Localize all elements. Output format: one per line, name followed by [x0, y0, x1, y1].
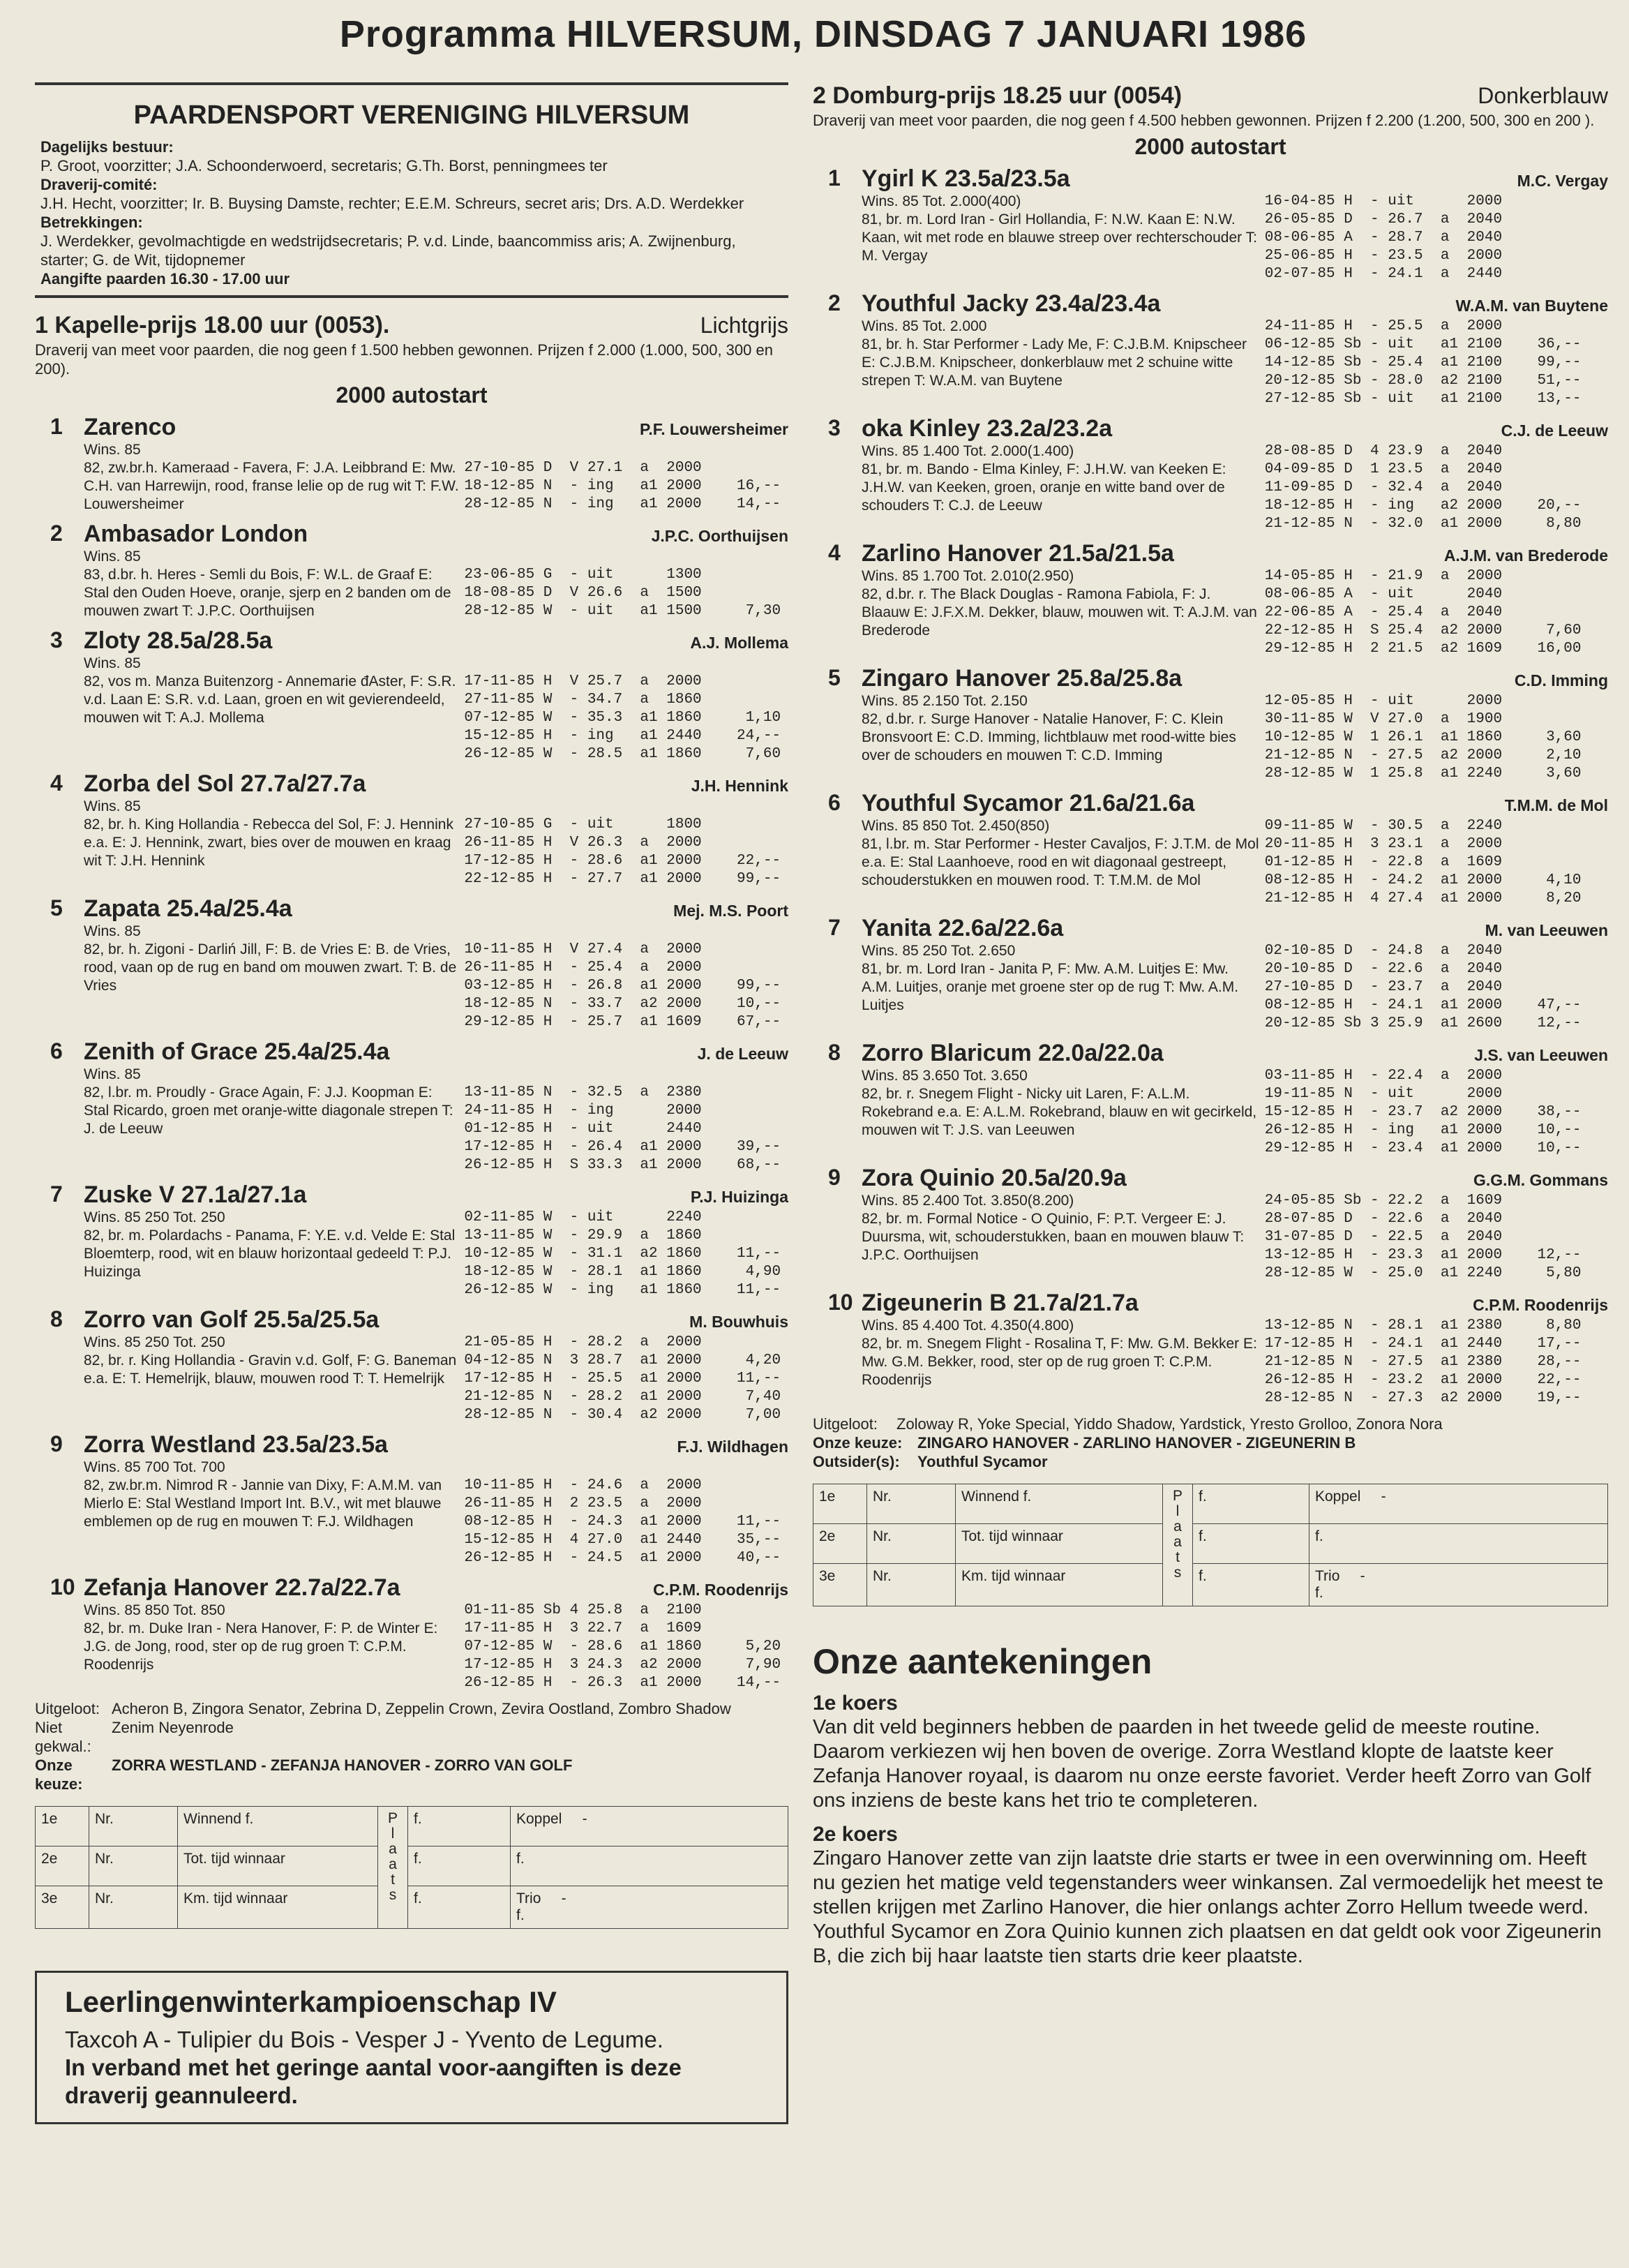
horse-description: Wins. 85 4.400 Tot. 4.350(4.800) 82, br. m. Snegem Flight - Rosalina T, F: Mw. G.M. Bekker E: Mw. G.M. Bekker, rood, ster op de rug groen T: C.P.M. Roodenrijs — [862, 1318, 1257, 1388]
horse-description: Wins. 85 250 Tot. 250 82, br. r. King Hollandia - Gravin v.d. Golf, F: G. Baneman e.a. E: T. Hemelrijk, blauw, mouwen rood T: T. Hemelrijk — [84, 1334, 457, 1387]
horse-trainer: A.J.M. van Brederode — [1443, 546, 1608, 565]
horse-description: Wins. 85 850 Tot. 2.450(850) 81, l.br. m. Star Performer - Hester Cavaljos, F: J.T.M. de Mol e.a. E: Stal Laanhoeve, rood en wit diagonaal gestreept, schouderstukken en mouwen rood. T: T.M.M. de Mol — [862, 818, 1259, 888]
horse-results: 27-10-85 G - uit 1800 26-11-85 H V 26.3 a 2000 17-12-85 H - 28.6 a1 2000 22,-- 22-12-85 H - 27.7 a1 2000 99,-- — [464, 816, 781, 887]
notes-title: Onze aantekeningen — [813, 1642, 1153, 1681]
horse-description: Wins. 85 1.400 Tot. 2.000(1.400) 81, br. m. Bando - Elma Kinley, F: J.H.W. van Keeken E: J.H.W. van Keeken, groen, oranje en witte band over de schouders T: C.J. de Leeuw — [862, 443, 1226, 514]
horse-body — [84, 1181, 788, 1299]
horse-trainer: P.J. Huizinga — [690, 1188, 788, 1206]
race1-info: Draverij van meet voor paarden, die nog geen f 1.500 hebben gewonnen. Prijzen f 2.000 (1.000, 500, 300 en 200). — [35, 341, 773, 378]
horse-description: Wins. 85 2.150 Tot. 2.150 82, d.br. r. Surge Hanover - Natalie Hanover, F: C. Klein Bronsvoort E: C.D. Imming, lichtblauw met rood-witte bies over de schouders en mouwen T: C.D. Imming — [862, 693, 1236, 763]
horse-body — [862, 1290, 1608, 1408]
horse-description: Wins. 85 250 Tot. 2.650 81, br. m. Lord Iran - Janita P, F: Mw. A.M. Luitjes E: Mw. A.M. Luitjes, oranje met groene ster op de rug T: Mw. A.M. Luitjes — [862, 943, 1239, 1013]
right-column — [813, 82, 1608, 1969]
horse-number: 10 — [50, 1574, 75, 1599]
horse-details — [862, 193, 1608, 283]
horse-body — [862, 1165, 1608, 1283]
horse-details — [862, 318, 1608, 408]
horse-name: Zigeunerin B 21.7a/21.7a — [862, 1290, 1139, 1316]
horse-results: 24-11-85 H - 25.5 a 2000 06-12-85 Sb - uit a1 2100 36,-- 14-12-85 Sb - 25.4 a1 2100 99,-- 20-12-85 Sb - 28.0 a2 2100 51,-- 27-12-85 Sb - uit a1 2100 13,-- — [1264, 318, 1582, 407]
horse-results: 10-11-85 H V 27.4 a 2000 26-11-85 H - 25.4 a 2000 03-12-85 H - 26.8 a1 2000 99,-- 18-12-85 N - 33.7 a2 2000 10,-- 29-12-85 H - 25.7 a1 1609 67,-- — [464, 941, 781, 1030]
result-nr-label: Nr. — [867, 1524, 956, 1564]
horse-trainer: J.H. Hennink — [691, 777, 788, 795]
horse-details — [84, 548, 788, 620]
race1-autostart: 2000 autostart — [336, 382, 488, 408]
horse-body — [84, 770, 788, 888]
vereniging-title: PAARDENSPORT VERENIGING HILVERSUM — [133, 100, 690, 130]
keuze-label: Onze keuze: — [813, 1434, 903, 1452]
horse-name: Zorro Blaricum 22.0a/22.0a — [862, 1040, 1164, 1066]
horse-details — [862, 1317, 1608, 1408]
result-place-label: 2e — [36, 1847, 89, 1886]
result-trio-cell: Trio - f. — [1309, 1564, 1608, 1606]
horse-body — [862, 665, 1608, 783]
nietgekwal-value: Zenim Neyenrode — [112, 1719, 234, 1736]
race1-title: 1 Kapelle-prijs 18.00 uur (0053). — [35, 312, 390, 338]
horse-name: Ygirl K 23.5a/23.5a — [862, 165, 1070, 192]
horse-name: Youthful Sycamor 21.6a/21.6a — [862, 790, 1195, 816]
horse-header — [84, 414, 788, 441]
horse-header — [862, 415, 1608, 442]
horse-trainer: C.D. Imming — [1514, 671, 1608, 689]
horse-header — [84, 627, 788, 655]
horse-name: Zarlino Hanover 21.5a/21.5a — [862, 540, 1174, 567]
bestuur-text: P. Groot, voorzitter; J.A. Schoonderwoerd, secretaris; G.Th. Borst, penningmees ter — [40, 157, 608, 174]
horse-details — [862, 1192, 1608, 1283]
horse-number: 5 — [50, 895, 63, 920]
uitgeloot-value: Acheron B, Zingora Senator, Zebrina D, Zeppelin Crown, Zevira Oostland, Zombro Shadow — [112, 1700, 731, 1717]
horse-details — [862, 567, 1608, 658]
horse-number: 1 — [828, 165, 841, 191]
horse-entry — [813, 415, 1608, 533]
result-nr-label: Nr. — [89, 1807, 178, 1847]
uitgeloot-label: Uitgeloot: — [35, 1700, 100, 1717]
horse-name: Zuske V 27.1a/27.1a — [84, 1181, 307, 1208]
horse-entry — [35, 1431, 788, 1567]
result-place-label: 1e — [36, 1807, 89, 1847]
horse-header — [84, 1431, 788, 1458]
horse-details — [862, 692, 1608, 783]
horse-name: Zenith of Grace 25.4a/25.4a — [84, 1038, 390, 1065]
horse-results: 27-10-85 D V 27.1 a 2000 18-12-85 N - ing a1 2000 16,-- 28-12-85 N - ing a1 2000 14,-- — [464, 460, 781, 512]
horse-entry — [813, 540, 1608, 658]
horse-details — [84, 1602, 788, 1692]
horse-header — [862, 790, 1608, 817]
horse-number: 3 — [828, 415, 841, 440]
horse-entry — [813, 1040, 1608, 1158]
result-plaats-label: P l a a t s — [1163, 1484, 1193, 1606]
race2-title: 2 Domburg-prijs 18.25 uur (0054) — [813, 82, 1183, 109]
result-place-label: 2e — [813, 1524, 867, 1564]
race1-header — [35, 312, 788, 339]
horse-name: Yanita 22.6a/22.6a — [862, 915, 1064, 941]
notes-k1-text: Van dit veld beginners hebben de paarden in het tweede gelid de meeste routine. Daarom verkiezen wij hen boven de overige. Zorra Westland klopte de laatste keer Zefanja Hanover royaal, is daarom nu onze eerste favoriet. Verder heeft Zorro van Golf ons inziens de beste kans het trio te completeren. — [813, 1716, 1591, 1812]
horse-header — [84, 1574, 788, 1602]
horse-number: 9 — [50, 1431, 63, 1456]
horse-description: Wins. 85 Tot. 2.000 81, br. h. Star Performer - Lady Me, F: C.J.B.M. Knipscheer E: C.J.B.M. Knipscheer, donkerblauw met 2 schuine witte strepen T: W.A.M. van Buytene — [862, 318, 1247, 389]
horse-name: Zorra Westland 23.5a/23.5a — [84, 1431, 388, 1458]
horse-details — [84, 1209, 788, 1299]
horse-body — [84, 627, 788, 763]
horse-body — [862, 165, 1608, 283]
horse-number: 4 — [50, 770, 63, 796]
kampioenschap-box — [35, 1971, 788, 2124]
horse-header — [84, 1181, 788, 1209]
comite-label: Draverij-comité: — [40, 176, 158, 193]
result-km-label: Km. tijd winnaar — [956, 1564, 1163, 1606]
horse-number: 8 — [828, 1040, 841, 1065]
horse-number: 3 — [50, 627, 63, 652]
horse-details — [84, 923, 788, 1031]
horse-body — [862, 540, 1608, 658]
horse-trainer: M. Bouwhuis — [689, 1313, 788, 1331]
race1-color: Lichtgrijs — [700, 313, 788, 338]
horse-entry — [813, 915, 1608, 1033]
horse-description: Wins. 85 2.400 Tot. 3.850(8.200) 82, br. m. Formal Notice - O Quinio, F: P.T. Vergeer E: J. Duursma, wit, schouderstukken, baan en mouwen blauw T: J.P.C. Oorthuijsen — [862, 1193, 1245, 1263]
comite-text: J.H. Hecht, voorzitter; Ir. B. Buysing Damste, rechter; E.E.M. Schreurs, secret aris; Drs. A.D. Werdekker — [40, 195, 744, 212]
horse-description: Wins. 85 250 Tot. 250 82, br. m. Polardachs - Panama, F: Y.E. v.d. Velde E: Stal Bloemterp, rood, wit en blauw horizontaal gedeeld T: P.J. Huizinga — [84, 1209, 456, 1280]
horse-trainer: C.P.M. Roodenrijs — [653, 1581, 788, 1599]
horse-header — [84, 770, 788, 798]
horse-results: 03-11-85 H - 22.4 a 2000 19-11-85 N - uit 2000 15-12-85 H - 23.7 a2 2000 38,-- 26-12-85 H - ing a1 2000 10,-- 29-12-85 H - 23.4 a1 2000 10,-- — [1264, 1068, 1582, 1156]
horse-trainer: P.F. Louwersheimer — [639, 420, 788, 438]
kampioenschap-title: Leerlingenwinterkampioenschap IV — [65, 1985, 557, 2018]
notes-k1-title: 1e koers — [813, 1692, 898, 1715]
uitgeloot-value: Zoloway R, Yoke Special, Yiddo Shadow, Yardstick, Yresto Grolloo, Zonora Nora — [896, 1415, 1443, 1433]
horse-number: 1 — [50, 414, 63, 439]
horse-number: 9 — [828, 1165, 841, 1190]
horse-body — [862, 790, 1608, 908]
race2-horse-list — [813, 165, 1608, 1408]
horse-name: Zapata 25.4a/25.4a — [84, 895, 292, 922]
horse-results: 24-05-85 Sb - 22.2 a 1609 28-07-85 D - 22.6 a 2040 31-07-85 D - 22.5 a 2040 13-12-85 H - 23.3 a1 2000 12,-- 28-12-85 W - 25.0 a1 2240 5,80 — [1264, 1193, 1582, 1281]
horse-header — [84, 521, 788, 548]
horse-header — [862, 165, 1608, 193]
betrekkingen-text: J. Werdekker, gevolmachtigde en wedstrijdsecretaris; P. v.d. Linde, baancommiss aris; A. Zwijnenburg, starter; G. de Wit, tijdopnemer — [40, 232, 736, 269]
horse-description: Wins. 85 3.650 Tot. 3.650 82, br. r. Snegem Flight - Nicky uit Laren, F: A.L.M. Rokebrand e.a. E: A.L.M. Rokebrand, blauw en wit gecirkeld, mouwen wit T: J.S. van Leeuwen — [862, 1068, 1257, 1138]
horse-description: Wins. 85 83, d.br. h. Heres - Semli du Bois, F: W.L. de Graaf E: Stal den Ouden Hoeve, oranje, sjerp en 2 banden om de mouwen zwart T: J.P.C. Oorthuijsen — [84, 549, 451, 619]
horse-entry — [35, 895, 788, 1031]
horse-body — [84, 1574, 788, 1692]
horse-body — [862, 290, 1608, 408]
horse-results: 12-05-85 H - uit 2000 30-11-85 W V 27.0 a 1900 10-12-85 W 1 26.1 a1 1860 3,60 21-12-85 N - 27.5 a2 2000 2,10 28-12-85 W 1 25.8 a1 2240 3,60 — [1264, 693, 1582, 782]
horse-entry — [813, 665, 1608, 783]
horse-entry — [813, 1290, 1608, 1408]
horse-description: Wins. 85 82, br. h. Zigoni - Darliń Jill, F: B. de Vries E: B. de Vries, rood, vaan op de rug en band om mouwen zwart. T: B. de Vries — [84, 923, 457, 994]
race2-result-table — [813, 1484, 1608, 1606]
horse-description: Wins. 85 82, vos m. Manza Buitenzorg - Annemarie đAster, F: S.R. v.d. Laan E: S.R. v.d. Laan, groen en wit gevierendeeld, mouwen wit T: A.J. Mollema — [84, 655, 456, 726]
horse-details — [862, 817, 1608, 908]
horse-header — [862, 540, 1608, 567]
horse-description: Wins. 85 Tot. 2.000(400) 81, br. m. Lord Iran - Girl Hollandia, F: N.W. Kaan E: N.W. Kaan, wit met rode en blauwe streep over rechterschouder T: M. Vergay — [862, 193, 1257, 264]
result-f-label: f. — [408, 1807, 511, 1847]
result-f-label: f. — [408, 1847, 511, 1886]
result-nr-label: Nr. — [867, 1564, 956, 1606]
horse-details — [862, 442, 1608, 533]
horse-description: Wins. 85 1.700 Tot. 2.010(2.950) 82, d.br. r. The Black Douglas - Ramona Fabiola, F: J. Blaauw E: J.F.X.M. Dekker, blauw, mouwen wit. T: A.J.M. van Brederode — [862, 568, 1257, 639]
result-place-label: 3e — [36, 1886, 89, 1929]
result-koppel-cell: Koppel - — [1309, 1484, 1608, 1524]
horse-details — [84, 655, 788, 763]
horse-description: Wins. 85 82, br. h. King Hollandia - Rebecca del Sol, F: J. Hennink e.a. E: J. Hennink, zwart, bies over de mouwen en kraag wit T: J.H. Hennink — [84, 798, 453, 869]
result-place-label: 1e — [813, 1484, 867, 1524]
horse-results: 02-11-85 W - uit 2240 13-11-85 W - 29.9 a 1860 10-12-85 W - 31.1 a2 1860 11,-- 18-12-85 W - 28.1 a1 1860 4,90 26-12-85 W - ing a1 1860 11,-- — [464, 1209, 781, 1298]
betrekkingen-label: Betrekkingen: — [40, 214, 143, 231]
horse-trainer: J.P.C. Oorthuijsen — [651, 527, 788, 545]
horse-body — [84, 895, 788, 1031]
horse-results: 28-08-85 D 4 23.9 a 2040 04-09-85 D 1 23.5 a 2040 11-09-85 D - 32.4 a 2040 18-12-85 H - ing a2 2000 20,-- 21-12-85 N - 32.0 a1 2000 8,80 — [1264, 443, 1582, 532]
horse-entry — [35, 521, 788, 620]
horse-description: Wins. 85 700 Tot. 700 82, zw.br.m. Nimrod R - Jannie van Dixy, F: A.M.M. van Mierlo E: Stal Westland Import Int. B.V., wit met blauwe emblemen op de rug en mouwen T: F.J. Wildhagen — [84, 1459, 442, 1530]
kampioenschap-status: In verband met het geringe aantal voor-aangiften is deze draverij geannuleerd. — [65, 2054, 682, 2108]
notes-k2-title: 2e koers — [813, 1823, 898, 1846]
horse-number: 7 — [50, 1181, 63, 1207]
horse-number: 6 — [50, 1038, 63, 1064]
horse-name: Youthful Jacky 23.4a/23.4a — [862, 290, 1161, 317]
horse-entry — [35, 627, 788, 763]
horse-trainer: C.P.M. Roodenrijs — [1473, 1296, 1608, 1314]
keuze-value: ZINGARO HANOVER - ZARLINO HANOVER - ZIGEUNERIN B — [917, 1434, 1356, 1452]
result-plaats-label: P l a a t s — [378, 1807, 408, 1929]
page-title: Programma HILVERSUM, DINSDAG 7 JANUARI 1986 — [339, 13, 1307, 55]
bestuur-label: Dagelijks bestuur: — [40, 138, 174, 156]
race1-result-table — [35, 1806, 788, 1929]
horse-entry — [813, 165, 1608, 283]
horse-results: 01-11-85 Sb 4 25.8 a 2100 17-11-85 H 3 22.7 a 1609 07-12-85 W - 28.6 a1 1860 5,20 17-12-85 H 3 24.3 a2 2000 7,90 26-12-85 H - 26.3 a1 2000 14,-- — [464, 1602, 781, 1691]
horse-body — [862, 915, 1608, 1033]
horse-body — [84, 414, 788, 514]
horse-trainer: Mej. M.S. Poort — [673, 902, 788, 920]
result-f-label: f. — [1193, 1484, 1309, 1524]
result-nr-label: Nr. — [867, 1484, 956, 1524]
horse-trainer: W.A.M. van Buytene — [1455, 297, 1608, 315]
horse-number: 6 — [828, 790, 841, 815]
horse-details — [84, 1334, 788, 1424]
result-nr-label: Nr. — [89, 1886, 178, 1929]
horse-entry — [35, 1306, 788, 1424]
keuze-value: ZORRA WESTLAND - ZEFANJA HANOVER - ZORRO VAN GOLF — [112, 1756, 573, 1774]
result-f-label: f. — [408, 1886, 511, 1929]
horse-name: Zloty 28.5a/28.5a — [84, 627, 273, 654]
horse-body — [862, 415, 1608, 533]
result-f-label: f. — [511, 1847, 788, 1886]
result-f-label: f. — [1193, 1564, 1309, 1606]
horse-description: Wins. 85 82, l.br. m. Proudly - Grace Again, F: J.J. Koopman E: Stal Ricardo, groen met oranje-witte diagonale strepen T: J. de Leeuw — [84, 1066, 453, 1137]
horse-results: 14-05-85 H - 21.9 a 2000 08-06-85 A - uit 2040 22-06-85 A - 25.4 a 2040 22-12-85 H S 25.4 a2 2000 7,60 29-12-85 H 2 21.5 a2 1609 16,00 — [1264, 568, 1582, 657]
result-trio-cell: Trio - f. — [511, 1886, 788, 1929]
horse-trainer: G.G.M. Gommans — [1473, 1171, 1608, 1189]
horse-header — [84, 1038, 788, 1066]
horse-name: Zora Quinio 20.5a/20.9a — [862, 1165, 1127, 1191]
horse-body — [84, 1306, 788, 1424]
horse-trainer: T.M.M. de Mol — [1504, 796, 1608, 814]
left-column — [35, 82, 788, 2124]
horse-name: Zefanja Hanover 22.7a/22.7a — [84, 1574, 400, 1601]
race2-footer — [813, 1415, 1608, 1471]
race2-header — [813, 82, 1608, 110]
horse-description: Wins. 85 82, zw.br.h. Kameraad - Favera, F: J.A. Leibbrand E: Mw. C.H. van Harrewijn, rood, franse lelie op de rug wit T: F.W. Louwersheimer — [84, 442, 459, 512]
horse-results: 21-05-85 H - 28.2 a 2000 04-12-85 N 3 28.7 a1 2000 4,20 17-12-85 H - 25.5 a1 2000 11,-- 21-12-85 N - 28.2 a1 2000 7,40 28-12-85 N - 30.4 a2 2000 7,00 — [464, 1334, 781, 1423]
horse-body — [84, 1431, 788, 1567]
result-koppel-cell: Koppel - — [511, 1807, 788, 1847]
horse-header — [862, 1165, 1608, 1192]
result-winnend-label: Winnend f. — [956, 1484, 1163, 1524]
horse-results: 13-12-85 N - 28.1 a1 2380 8,80 17-12-85 H - 24.1 a1 2440 17,-- 21-12-85 N - 27.5 a1 2380 28,-- 26-12-85 H - 23.2 a1 2000 22,-- 28-12-85 N - 27.3 a2 2000 19,-- — [1264, 1318, 1582, 1406]
horse-results: 13-11-85 N - 32.5 a 2380 24-11-85 H - ing 2000 01-12-85 H - uit 2440 17-12-85 H - 26.4 a1 2000 39,-- 26-12-85 H S 33.3 a1 2000 68,-- — [464, 1084, 781, 1173]
horse-body — [862, 1040, 1608, 1158]
horse-number: 10 — [828, 1290, 853, 1315]
horse-number: 4 — [828, 540, 841, 565]
horse-header — [862, 665, 1608, 692]
vereniging-box — [35, 91, 788, 298]
horse-name: Ambasador London — [84, 521, 308, 547]
horse-number: 8 — [50, 1306, 63, 1331]
horse-number: 7 — [828, 915, 841, 940]
result-tot-label: Tot. tijd winnaar — [956, 1524, 1163, 1564]
race2-color: Donkerblauw — [1478, 83, 1608, 108]
horse-entry — [35, 1181, 788, 1299]
horse-details — [84, 798, 788, 888]
horse-trainer: A.J. Mollema — [690, 634, 788, 652]
horse-details — [862, 1067, 1608, 1158]
horse-results: 16-04-85 H - uit 2000 26-05-85 D - 26.7 a 2040 08-06-85 A - 28.7 a 2040 25-06-85 H - 23.5 a 2000 02-07-85 H - 24.1 a 2440 — [1264, 193, 1503, 282]
horse-header — [862, 915, 1608, 942]
horse-header — [84, 1306, 788, 1334]
horse-details — [862, 942, 1608, 1033]
horse-number: 5 — [828, 665, 841, 690]
race1-footer — [35, 1699, 788, 1793]
result-f-label: f. — [1309, 1524, 1608, 1564]
horse-entry — [35, 1574, 788, 1692]
horse-trainer: M. van Leeuwen — [1485, 921, 1608, 939]
horse-description: Wins. 85 850 Tot. 850 82, br. m. Duke Iran - Nera Hanover, F: P. de Winter E: J.G. de Jong, rood, ster op de rug groen T: C.P.M. Roodenrijs — [84, 1602, 438, 1673]
uitgeloot-label: Uitgeloot: — [813, 1415, 878, 1433]
horse-trainer: C.J. de Leeuw — [1501, 421, 1608, 440]
horse-name: oka Kinley 23.2a/23.2a — [862, 415, 1113, 442]
notes-section — [813, 1641, 1608, 1969]
result-winnend-label: Winnend f. — [178, 1807, 378, 1847]
result-f-label: f. — [1193, 1524, 1309, 1564]
keuze-label: Onze keuze: — [35, 1756, 83, 1793]
horse-header — [84, 895, 788, 923]
horse-results: 10-11-85 H - 24.6 a 2000 26-11-85 H 2 23.5 a 2000 08-12-85 H - 24.3 a1 2000 11,-- 15-12-85 H 4 27.0 a1 2440 35,-- 26-12-85 H - 24.5 a1 2000 40,-- — [464, 1477, 781, 1566]
race2-info: Draverij van meet voor paarden, die nog geen f 4.500 hebben gewonnen. Prijzen f 2.200 (1.200, 500, 300 en 200 ). — [813, 112, 1595, 129]
horse-name: Zorba del Sol 27.7a/27.7a — [84, 770, 366, 797]
race1-horse-list — [35, 414, 788, 1692]
horse-results: 17-11-85 H V 25.7 a 2000 27-11-85 W - 34.7 a 1860 07-12-85 W - 35.3 a1 1860 1,10 15-12-85 H - ing a1 2440 24,-- 26-12-85 W - 28.5 a1 1860 7,60 — [464, 673, 781, 762]
horse-results: 02-10-85 D - 24.8 a 2040 20-10-85 D - 22.6 a 2040 27-10-85 D - 23.7 a 2040 08-12-85 H - 24.1 a1 2000 47,-- 20-12-85 Sb 3 25.9 a1 2600 12,-- — [1264, 943, 1582, 1031]
horse-number: 2 — [828, 290, 841, 315]
horse-body — [84, 1038, 788, 1174]
horse-number: 2 — [50, 521, 63, 546]
horse-entry — [35, 414, 788, 514]
horse-trainer: F.J. Wildhagen — [677, 1438, 788, 1456]
result-place-label: 3e — [813, 1564, 867, 1606]
horse-details — [84, 1458, 788, 1567]
kampioenschap-names: Taxcoh A - Tulipier du Bois - Vesper J - Yvento de Legume. — [65, 2027, 663, 2052]
nietgekwal-label: Niet gekwal.: — [35, 1719, 91, 1755]
race2-autostart: 2000 autostart — [1134, 134, 1286, 159]
horse-details — [84, 441, 788, 514]
horse-body — [84, 521, 788, 620]
notes-k2-text: Zingaro Hanover zette van zijn laatste drie starts er twee in een overwinning om. Heeft nu gezien het matige veld tegenstanders weer winkansen. Zal vermoedelijk het meest te stellen krijgen met Zarlino Hanover, die hier onlangs achter Zorro Hellum tweede werd. Youthful Sycamor en Zora Quinio kunnen zich plaatsen en dat geldt ook voor Zigeunerin B, die zich bij haar laatste tien starts drie keer plaatste. — [813, 1847, 1604, 1967]
outsider-value: Youthful Sycamor — [917, 1453, 1048, 1470]
aangifte-text: Aangifte paarden 16.30 - 17.00 uur — [40, 270, 290, 288]
horse-entry — [813, 790, 1608, 908]
horse-entry — [35, 1038, 788, 1174]
horse-trainer: M.C. Vergay — [1517, 172, 1608, 190]
result-nr-label: Nr. — [89, 1847, 178, 1886]
horse-header — [862, 1040, 1608, 1067]
horse-details — [84, 1066, 788, 1174]
horse-trainer: J.S. van Leeuwen — [1474, 1046, 1608, 1064]
horse-results: 09-11-85 W - 30.5 a 2240 20-11-85 H 3 23.1 a 2000 01-12-85 H - 22.8 a 1609 08-12-85 H - 24.2 a1 2000 4,10 21-12-85 H 4 27.4 a1 2000 8,20 — [1264, 818, 1582, 907]
horse-name: Zarenco — [84, 414, 177, 440]
horse-entry — [813, 1165, 1608, 1283]
horse-results: 23-06-85 G - uit 1300 18-08-85 D V 26.6 a 1500 28-12-85 W - uit a1 1500 7,30 — [464, 567, 781, 619]
horse-name: Zorro van Golf 25.5a/25.5a — [84, 1306, 380, 1333]
horse-header — [862, 290, 1608, 318]
result-tot-label: Tot. tijd winnaar — [178, 1847, 378, 1886]
horse-name: Zingaro Hanover 25.8a/25.8a — [862, 665, 1183, 692]
outsider-label: Outsider(s): — [813, 1453, 900, 1470]
horse-entry — [813, 290, 1608, 408]
horse-trainer: J. de Leeuw — [697, 1045, 788, 1063]
horse-entry — [35, 770, 788, 888]
result-km-label: Km. tijd winnaar — [178, 1886, 378, 1929]
horse-header — [862, 1290, 1608, 1317]
